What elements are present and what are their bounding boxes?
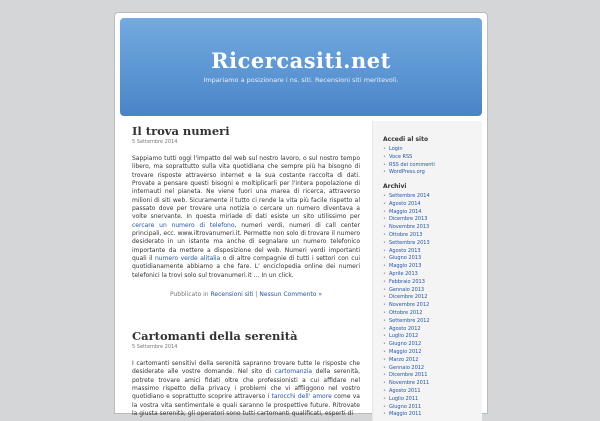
archive-link[interactable]: • Gennaio 2012: [383, 365, 478, 373]
archive-link[interactable]: • Novembre 2013: [383, 224, 478, 232]
archive-link[interactable]: • Giugno 2011: [383, 404, 478, 412]
archive-link[interactable]: • Febbraio 2013: [383, 279, 478, 287]
archive-link[interactable]: • Novembre 2012: [383, 302, 478, 310]
archive-list: [383, 193, 478, 419]
tarocchi-amore-link[interactable]: tarocchi dell' amore: [271, 393, 332, 401]
archive-link[interactable]: • Ottobre 2013: [383, 232, 478, 240]
site-description: Impariamo a posizionare i ns. siti. Recensioni siti meritevoli.: [203, 76, 399, 84]
post-text: I cartomanti sensitivi della serenità sapranno trovare tutte le risposte che desiderate alle vostre domande. Nel sito di: [132, 360, 360, 376]
post-date: 5 Settembre 2014: [132, 139, 178, 145]
sidebar: [372, 121, 482, 421]
post: [132, 124, 360, 298]
access-link[interactable]: • RSS dei commenti: [383, 162, 478, 170]
archive-link[interactable]: • Settembre 2014: [383, 193, 478, 201]
archive-link[interactable]: • Novembre 2011: [383, 380, 478, 388]
post-text: o di altre compagnie di tutti i settori con cui quotidianamente abbiamo a che fare. L' enciclopedia online dei numeri telefonici la trovi solo sul trovanumeri.it … In un click.: [132, 255, 360, 279]
archive-link[interactable]: • Giugno 2013: [383, 255, 478, 263]
comments-link[interactable]: Nessun Commento »: [259, 291, 323, 299]
archive-link[interactable]: • Dicembre 2011: [383, 372, 478, 380]
archive-link[interactable]: • Giugno 2012: [383, 341, 478, 349]
access-widget-title: Accedi al sito: [383, 136, 429, 143]
archive-link[interactable]: • Dicembre 2012: [383, 294, 478, 302]
post-text: come va la vostra vita sentimentale e quali saranno le prospettive future. Ritrovate la giusta serenità; gli operatori sono tutti cartomanti qualificati, esperti di: [132, 393, 360, 418]
post-title-link[interactable]: Cartomanti della serenità: [132, 329, 298, 343]
post: [132, 329, 360, 418]
archive-link[interactable]: • Maggio 2014: [383, 209, 478, 217]
post-body: [132, 155, 360, 280]
cercare-numero-link[interactable]: cercare un numero di telefono: [132, 221, 235, 229]
archive-link[interactable]: • Marzo 2012: [383, 357, 478, 365]
archive-link[interactable]: • Luglio 2011: [383, 396, 478, 404]
archive-link[interactable]: • Aprile 2013: [383, 271, 478, 279]
meta-prefix: Pubblicato in: [169, 291, 211, 299]
archive-link[interactable]: • Agosto 2011: [383, 388, 478, 396]
access-link[interactable]: • Login: [383, 146, 478, 154]
page-container: [114, 12, 488, 418]
site-header: [120, 18, 482, 116]
site-title-link[interactable]: Ricercasiti.net: [211, 48, 391, 73]
access-link[interactable]: • WordPress.org: [383, 169, 478, 177]
archive-link[interactable]: • Agosto 2014: [383, 201, 478, 209]
archive-widget-title: Archivi: [383, 183, 407, 190]
post-text: , numeri verdi, numeri di call center principali, ecc. www.iltrovanumeri.it. Permette non solo di trovare il numero desiderato in un istante ma anche di segnalare un numero telefonico importante da mettere a disposizione del web. Numeri verdi importanti quali il: [132, 221, 360, 263]
access-list: [383, 146, 478, 177]
category-link[interactable]: Recensioni siti: [210, 291, 254, 299]
archive-link[interactable]: • Ottobre 2012: [383, 310, 478, 318]
post-title-link[interactable]: Il trova numeri: [132, 124, 230, 138]
access-link[interactable]: • Voce RSS: [383, 154, 478, 162]
post-date: 5 Settembre 2014: [132, 344, 178, 350]
meta-separator: |: [253, 291, 260, 299]
archive-link[interactable]: • Settembre 2013: [383, 240, 478, 248]
post-body: [132, 360, 360, 418]
archive-link[interactable]: • Agosto 2012: [383, 326, 478, 334]
numero-verde-alitalia-link[interactable]: numero verde alitalia: [154, 255, 221, 263]
archive-link[interactable]: • Maggio 2013: [383, 263, 478, 271]
archive-link[interactable]: • Dicembre 2013: [383, 216, 478, 224]
post-meta: [132, 291, 360, 298]
archive-link[interactable]: • Gennaio 2013: [383, 287, 478, 295]
post-text: Sappiamo tutti oggi l'impatto del web sul nostro lavoro, o sul nostro tempo libero, ma soprattutto sulla vita quotidiana che sempre più ha bisogno di trovare risposte attraverso internet e la sua costante raccolta di dati. Provate a pensare questi bisogni e moltiplicarli per l'intera popolazione di internauti nel pianeta. Ne viene fuori una marea di ricerca, attraverso milioni di siti web. Sicuramente il tutto ci rende la vita più facile rispetto al passato dove per trovare una notizia o cercare un numero diventava a volte snervante. In questa miriade di dati esiste un sito utilissimo per: [132, 155, 360, 221]
post-text: della serenità, potrete trovare amici fidati oltre che professionisti a cui affidare nel massimo rispetto della privacy i problemi che vi affliggono nel vostro quotidiano e soprattutto scoprire attraverso i: [132, 368, 361, 401]
cartomanzia-link[interactable]: cartomanzia: [274, 368, 313, 376]
archive-link[interactable]: • Luglio 2012: [383, 333, 478, 341]
archive-link[interactable]: • Settembre 2012: [383, 318, 478, 326]
archive-link[interactable]: • Agosto 2013: [383, 248, 478, 256]
main-content: [132, 124, 361, 418]
archive-link[interactable]: • Maggio 2011: [383, 411, 478, 419]
archive-link[interactable]: • Maggio 2012: [383, 349, 478, 357]
